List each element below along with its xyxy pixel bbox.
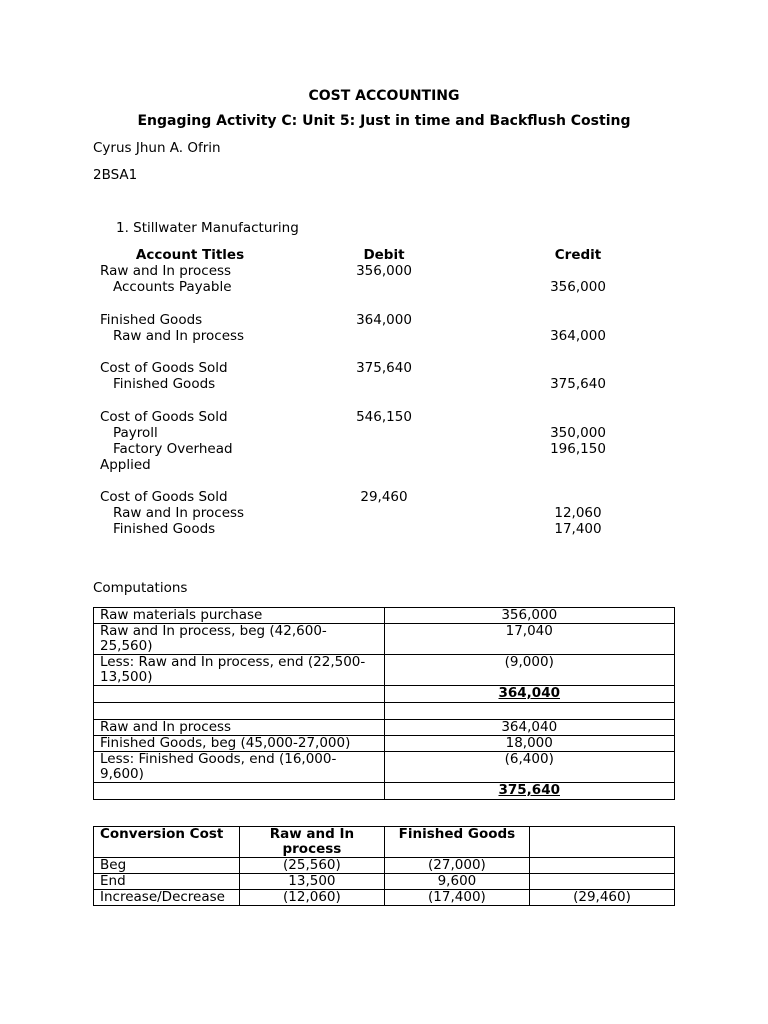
conv-cell: (25,560) <box>239 858 384 874</box>
comp-label: Raw and In process <box>94 720 385 736</box>
entry-4-credit-account-2: Factory Overhead <box>113 441 233 457</box>
computations-table <box>93 607 675 800</box>
comp-label: Less: Finished Goods, end (16,000-9,600) <box>94 752 385 783</box>
activity-title: Engaging Activity C: Unit 5: Just in time and Backflush Costing <box>137 113 631 129</box>
comp-value: 18,000 <box>384 736 675 752</box>
comp-value: 17,040 <box>384 624 675 655</box>
header-credit: Credit <box>554 247 602 263</box>
header-debit: Debit <box>363 247 405 263</box>
comp-label: Less: Raw and In process, end (22,500-13,500) <box>94 655 385 686</box>
comp-label: Raw and In process, beg (42,600-25,560) <box>94 624 385 655</box>
student-name: Cyrus Jhun A. Ofrin <box>93 140 221 156</box>
table-row <box>94 858 675 874</box>
table-row <box>94 874 675 890</box>
entry-3-credit-amount: 375,640 <box>550 376 606 392</box>
entry-2-debit-account: Finished Goods <box>100 312 203 328</box>
table-row <box>94 703 675 720</box>
conv-cell: 13,500 <box>239 874 384 890</box>
entry-1-credit-amount: 356,000 <box>550 279 606 295</box>
entry-5-debit-account: Cost of Goods Sold <box>100 489 228 505</box>
entry-5-credit-amount-2: 17,400 <box>554 521 602 537</box>
entry-4-debit-account: Cost of Goods Sold <box>100 409 228 425</box>
conv-cell: (27,000) <box>384 858 529 874</box>
comp-label <box>94 703 385 720</box>
entry-2-credit-amount: 364,000 <box>550 328 606 344</box>
table-row <box>94 890 675 906</box>
entry-5-credit-amount-1: 12,060 <box>554 505 602 521</box>
conv-cell: Beg <box>94 858 240 874</box>
conv-header-cost: Conversion Cost <box>94 827 240 858</box>
conv-cell: Increase/Decrease <box>94 890 240 906</box>
entry-3-debit-amount: 375,640 <box>356 360 412 376</box>
table-row <box>94 624 675 655</box>
entry-4-credit-account-2-wrap: Applied <box>100 457 151 473</box>
comp-label <box>94 686 385 703</box>
conv-cell: (12,060) <box>239 890 384 906</box>
table-row <box>94 752 675 783</box>
entry-2-credit-account: Raw and In process <box>113 328 245 344</box>
entry-4-credit-account-1: Payroll <box>113 425 158 441</box>
table-row <box>94 736 675 752</box>
entry-4-credit-amount-2: 196,150 <box>550 441 606 457</box>
conv-header-raw: Raw and In process <box>239 827 384 858</box>
entry-3-credit-account: Finished Goods <box>113 376 216 392</box>
conv-cell: (29,460) <box>529 890 674 906</box>
comp-value: 364,040 <box>384 720 675 736</box>
comp-label: Raw materials purchase <box>94 608 385 624</box>
conv-cell <box>529 858 674 874</box>
table-row <box>94 608 675 624</box>
entry-3-debit-account: Cost of Goods Sold <box>100 360 228 376</box>
entry-4-credit-amount-1: 350,000 <box>550 425 606 441</box>
conv-header-finished: Finished Goods <box>384 827 529 858</box>
table-header-row <box>94 827 675 858</box>
comp-total-2: 375,640 <box>384 783 675 800</box>
student-section: 2BSA1 <box>93 167 138 183</box>
entry-1-debit-account: Raw and In process <box>100 263 232 279</box>
computations-label: Computations <box>93 580 188 596</box>
table-row <box>94 783 675 800</box>
conversion-cost-table <box>93 826 675 906</box>
header-account-titles: Account Titles <box>135 247 245 263</box>
table-row <box>94 720 675 736</box>
table-row <box>94 686 675 703</box>
entry-4-debit-amount: 546,150 <box>356 409 412 425</box>
entry-1-debit-amount: 356,000 <box>356 263 412 279</box>
table-row <box>94 655 675 686</box>
comp-total-1: 364,040 <box>384 686 675 703</box>
entry-5-debit-amount: 29,460 <box>360 489 408 505</box>
comp-value <box>384 703 675 720</box>
comp-value: (6,400) <box>384 752 675 783</box>
conv-cell: End <box>94 874 240 890</box>
entry-2-debit-amount: 364,000 <box>356 312 412 328</box>
conv-cell <box>529 874 674 890</box>
conv-cell: 9,600 <box>384 874 529 890</box>
comp-value: (9,000) <box>384 655 675 686</box>
entry-5-credit-account-1: Raw and In process <box>113 505 245 521</box>
entry-1-credit-account: Accounts Payable <box>113 279 232 295</box>
course-title: COST ACCOUNTING <box>308 88 460 104</box>
entry-5-credit-account-2: Finished Goods <box>113 521 216 537</box>
comp-value: 356,000 <box>384 608 675 624</box>
problem-heading: 1. Stillwater Manufacturing <box>116 220 299 236</box>
comp-label <box>94 783 385 800</box>
comp-label: Finished Goods, beg (45,000-27,000) <box>94 736 385 752</box>
conv-cell: (17,400) <box>384 890 529 906</box>
conv-header-total <box>529 827 674 858</box>
